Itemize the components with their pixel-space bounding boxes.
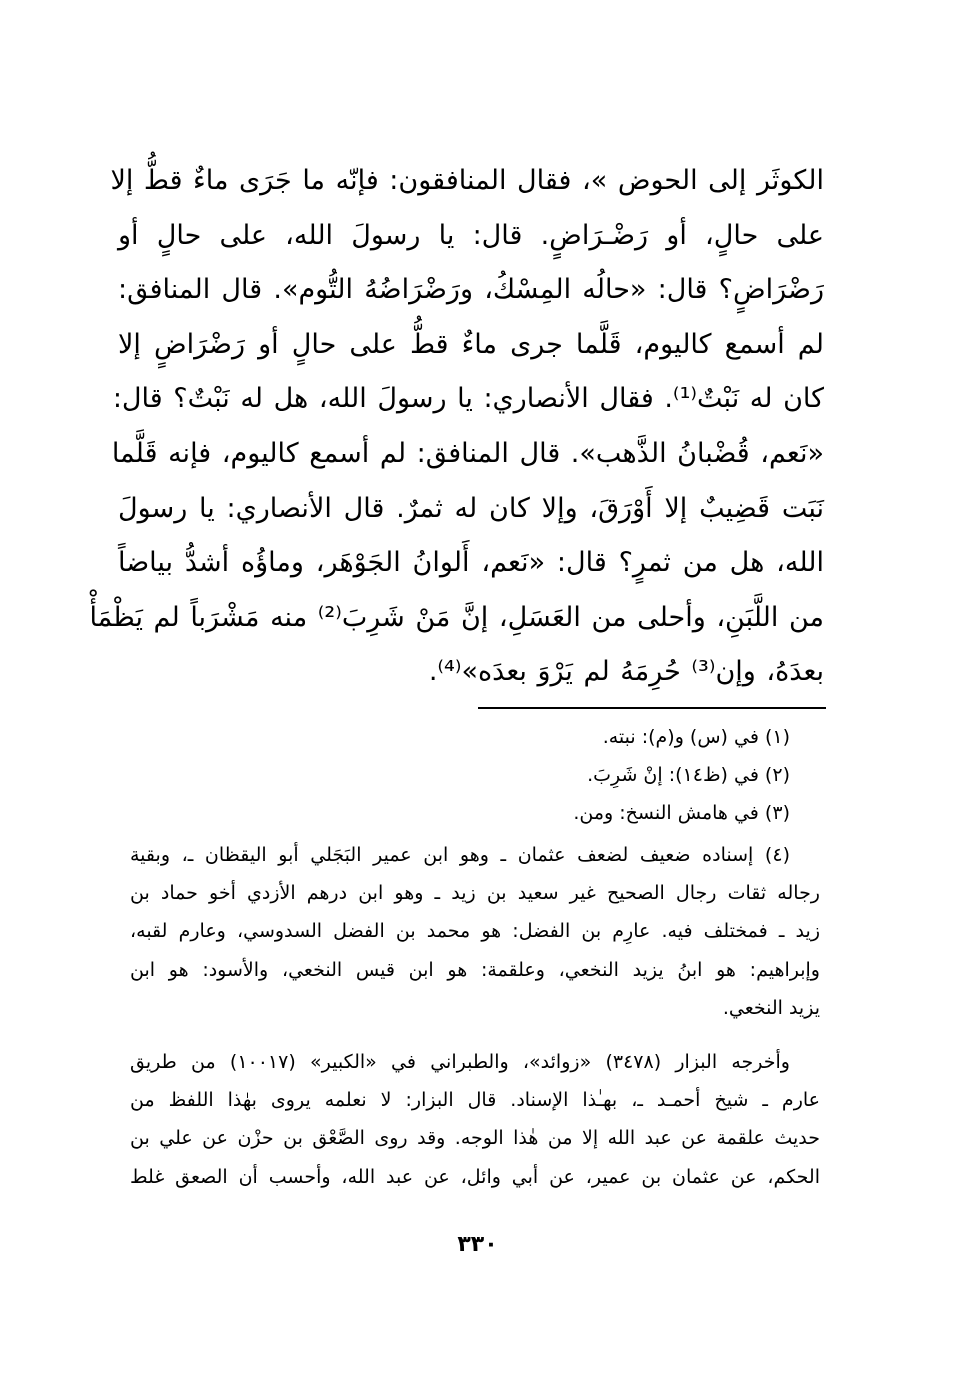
body-line: بعدَهُ، وإن⁽³⁾ حُرِمَهُ لم يَرْوَ بعدَه»⁽⁴⁾.	[428, 656, 824, 688]
footnote-2: (٢) في (ظ١٤): إنْ شَرِبَ.	[587, 764, 790, 786]
paragraph-gap	[130, 1027, 820, 1039]
footnote-4-line: زيد ـ فمختلف فيه. عارِم بن الفضل: هو محمد بن الفضل السدوسي، وعارم لقبه،	[130, 920, 820, 943]
footnote-4-continuation-line: الحكم، عن عثمان بن عمير، عن أبي وائل، عن عبد الله، وأحسب أن الصعق غلط	[130, 1165, 820, 1188]
body-line: من اللَّبَنِ، وأحلى من العَسَلِ، إنَّ مَنْ شَرِبَ⁽²⁾ منه مَشْرَباً لم يَظْمَأْ	[89, 601, 824, 633]
body-line: الكوثَر إلى الحوض »، فقال المنافقون: فإنّه ما جَرَى ماءٌ قطُّ إلا	[110, 165, 824, 196]
footnote-4-line: وإبراهيم: هو ابنُ يزيد النخعي، وعلقمة: هو ابن قيس النخعي، والأسود: هو ابن	[130, 958, 820, 981]
body-line: الله، هل من ثمرٍ؟ قال: «نَعم، أَلوانُ الجَوْهَر، وماؤُه أشدُّ بياضاً	[118, 547, 824, 579]
footnote-4-continuation-line: حديث علقمة عن عبد الله إلا من هٰذا الوجه. وقد روى الصَّعْق بن حزْن عن علي بن	[130, 1127, 820, 1150]
footnote-3: (٣) في هامش النسخ: ومن.	[573, 802, 790, 824]
footnote-separator	[478, 707, 826, 709]
main-body-text	[89, 154, 824, 700]
body-line: رَضْرَاضٍ؟ قال: «حالُه المِسْكُ، ورَضْرَاضُهُ التُّوم». قال المنافق:	[118, 274, 824, 306]
footnote-4-line: يزيد النخعي.	[722, 996, 820, 1019]
body-line: على حالٍ، أو رَضْـرَاضٍ. قال: يا رسولَ الله، على حالٍ أو	[118, 219, 824, 251]
footnote-4-continuation-line: وأخرجه البزار (٣٤٧٨) «زوائد»، والطبراني في «الكبير» (١٠٠١٧) من طريق	[130, 1051, 790, 1074]
page-number: ٣٣٠	[457, 1232, 498, 1257]
footnote-4-line: رجاله ثقات رجال الصحيح غير سعيد بن زيد ـ وهو ابن درهم الأزدي أخو حماد بن	[130, 882, 820, 905]
body-line: نَبَت قَضِيبٌ إلا أَوْرَقَ، وإلا كان له ثمرٌ. قال الأنصاري: يا رسولَ	[118, 492, 824, 524]
footnote-4	[130, 836, 820, 1027]
body-line: «نَعم، قُضْبانُ الذَّهب». قال المنافق: لم أسمع كاليوم، فإنه قَلَّما	[111, 437, 824, 469]
body-line: كان له نَبْتٌ⁽¹⁾. فقال الأنصاري: يا رسولَ الله، هل له نَبْتٌ؟ قال:	[112, 383, 824, 415]
body-line: لم أسمع كاليوم، قَلَّما جرى ماءٌ قطُّ على حالٍ أو رَضْرَاضٍ إلا	[118, 328, 824, 360]
footnote-1: (١) في (س) و(م): نبته.	[602, 726, 790, 748]
footnotes	[130, 718, 820, 1196]
footnote-4-continuation	[130, 1043, 820, 1196]
footnote-4-line: (٤) إسناده ضعيف لضعف عثمان ـ وهو ابن عمير البَجَلي أبو اليقظان ـ، وبقية	[130, 844, 790, 866]
footnote-4-continuation-line: عارم ـ شيخ أحمـد ـ، بهـٰذا الإسناد. قال البزار: لا نعلمه يروى بهٰذا اللفظ من	[130, 1089, 820, 1112]
